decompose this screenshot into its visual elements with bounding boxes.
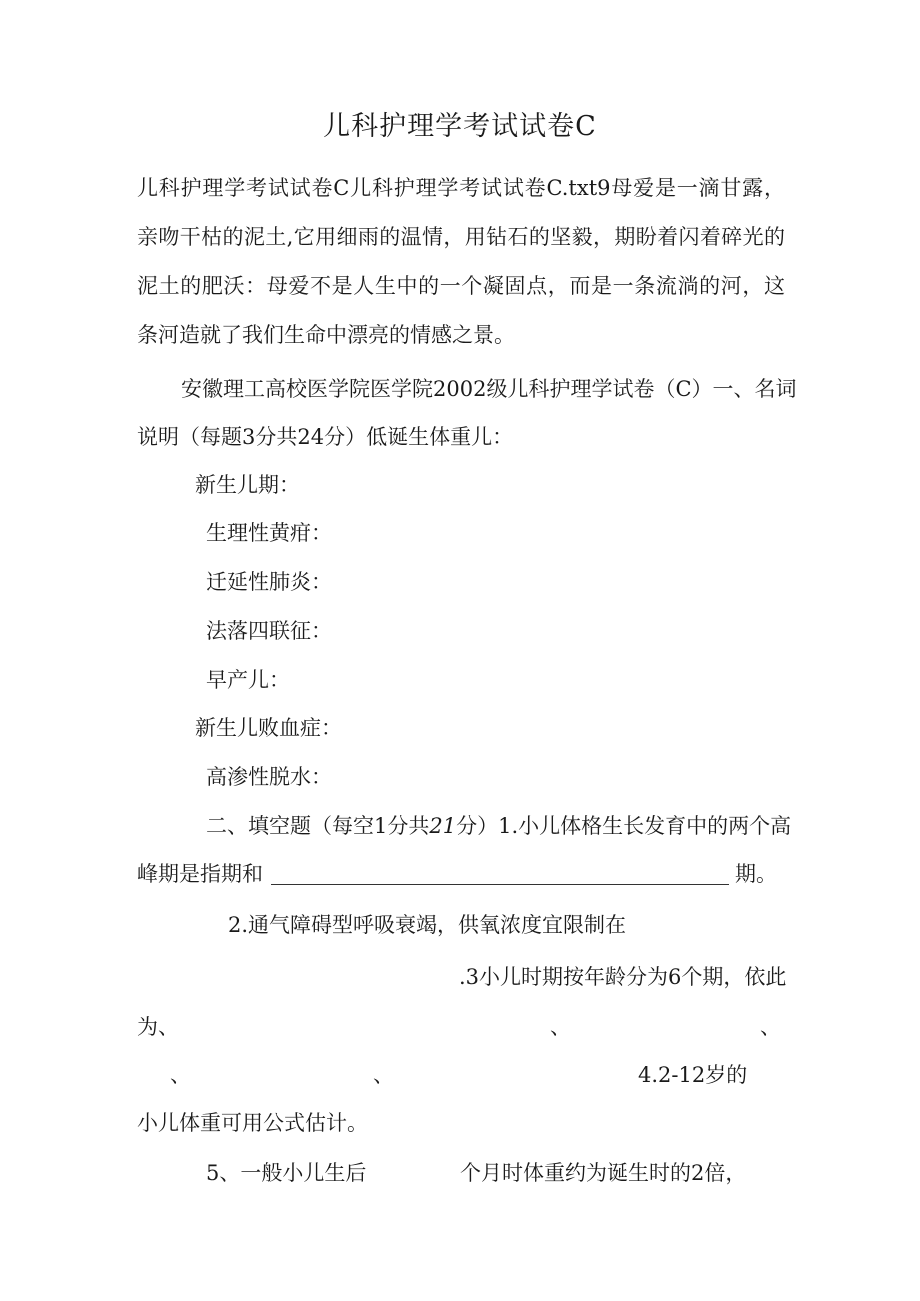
intro-line-1: 儿科护理学考试试卷C儿科护理学考试试卷C.txt9母爱是一滴甘露， — [137, 176, 785, 200]
list-separator: 、 — [170, 1063, 191, 1087]
list-separator: 、 — [760, 1015, 781, 1039]
term-item: 迁延性肺炎： — [206, 570, 332, 594]
question-5-part-a: 5、一般小儿生后 — [206, 1161, 367, 1185]
term-item: 新生儿败血症： — [195, 716, 342, 740]
term-item: 新生儿期： — [195, 473, 300, 497]
question-4-line-2: 小儿体重可用公式估计。 — [137, 1111, 368, 1135]
section1-line-2: 说明（每题3分共24分）低诞生体重儿： — [137, 425, 514, 449]
term-item: 早产儿： — [206, 668, 290, 692]
term-item: 法落四联征： — [206, 619, 332, 643]
term-item: 高渗性脱水： — [206, 765, 332, 789]
section2-line-2 — [137, 862, 777, 887]
page-title: 儿科护理学考试试卷C — [323, 111, 597, 142]
section2-line2-a: 峰期是指期和 — [137, 862, 263, 886]
section2-text-a: 二、填空题（每空1分共 — [206, 814, 430, 838]
intro-line-3: 泥土的肥沃：母爱不是人生中的一个凝固点，而是一条流淌的河，这 — [137, 274, 785, 298]
question-3-line-2: 为、 — [137, 1015, 179, 1039]
section2-line2-b: 期。 — [735, 862, 777, 886]
list-separator: 、 — [550, 1015, 571, 1039]
section1-line-1: 安徽理工高校医学院医学院2002级儿科护理学试卷（C）一、名词 — [181, 377, 797, 401]
question-3-line-1: .3小儿时期按年龄分为6个期，依此 — [459, 965, 787, 989]
question-5-part-b: 个月时体重约为诞生时的2倍， — [460, 1161, 747, 1185]
section2-line-1 — [206, 814, 792, 839]
question-2: 2.通气障碍型呼吸衰竭，供氧浓度宜限制在 — [228, 913, 627, 937]
question-4-start: 4.2-12岁的 — [638, 1063, 748, 1087]
section2-score-italic: 21 — [429, 814, 457, 838]
intro-line-4: 条河造就了我们生命中漂亮的情感之景。 — [137, 323, 515, 347]
section2-text-b: 分）1.小儿体格生长发育中的两个高 — [456, 814, 792, 838]
intro-line-2: 亲吻干枯的泥土,它用细雨的温情，用钻石的坚毅，期盼着闪着碎光的 — [137, 225, 785, 249]
term-item: 生理性黄疳： — [206, 521, 332, 545]
list-separator: 、 — [373, 1063, 394, 1087]
fill-blank-line[interactable] — [271, 864, 729, 885]
